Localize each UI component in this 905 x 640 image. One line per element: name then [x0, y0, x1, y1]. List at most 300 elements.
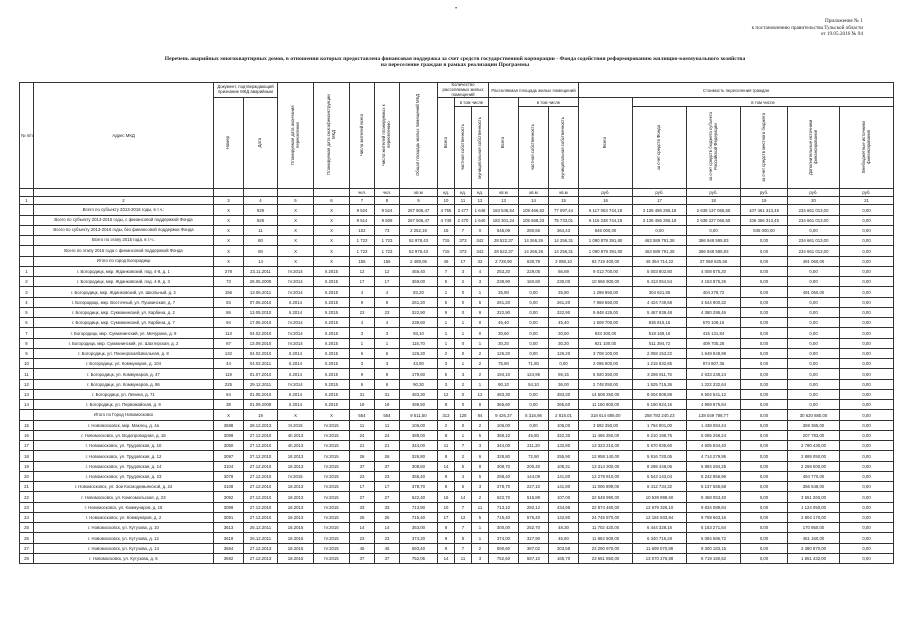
column-number-cell: 6: [314, 197, 350, 205]
cost-region-cell: 5 137 565,68: [687, 482, 741, 492]
doc-date-cell: 01.07.2010: [244, 369, 278, 379]
rooms-private-cell: 3: [455, 266, 472, 276]
rooms-municipal-cell: 8: [472, 400, 489, 410]
area-resettled-cell: 239,90: [489, 277, 519, 287]
area-total-cell: 353,00: [400, 523, 438, 533]
row-number-cell: 11: [20, 369, 34, 379]
area-municipal-cell: 77 097,44: [549, 205, 579, 215]
row-number-cell: 25: [20, 523, 34, 533]
demolition-date-cell: IV.2015: [314, 523, 350, 533]
rooms-municipal-cell: 2: [472, 359, 489, 369]
cost-total-cell: 845 000,00: [579, 225, 633, 235]
col-cost-group-header: Стоимость переселения граждан: [579, 83, 894, 98]
address-cell: г. Богородицк, мкр. Жданковский, под. 4-8, д. 1: [34, 266, 214, 276]
demolition-date-cell: II.2015: [314, 400, 350, 410]
cost-region-cell: 4 714 279,95: [687, 451, 741, 461]
cost-total-cell: 13 323 210,00: [579, 441, 633, 451]
row-number-cell: 17: [20, 441, 34, 451]
demolition-date-cell: IV.2015: [314, 461, 350, 471]
cost-total-cell: 12 958 140,00: [579, 451, 633, 461]
table-row: [20, 451, 894, 461]
cost-extra-cell: 359 365,00: [788, 420, 840, 430]
cost-local-cell: 0,00: [741, 441, 788, 451]
residents-cell: 4: [350, 287, 375, 297]
cost-extra-cell: 491 060,00: [788, 287, 840, 297]
area-resettled-cell: 90,10: [489, 379, 519, 389]
area-private-cell: 0,00: [519, 420, 549, 430]
rooms-municipal-cell: 5: [472, 430, 489, 440]
cost-external-cell: 0,00: [840, 471, 894, 481]
doc-number-cell: 3108: [214, 482, 244, 492]
column-number-cell: 14: [519, 197, 549, 205]
residents-cell: 27: [350, 492, 375, 502]
column-number-row: [20, 197, 894, 205]
area-total-cell: 43,80: [400, 359, 438, 369]
residents-cell: 45: [350, 543, 375, 553]
planned-date-cell: II.2014: [278, 307, 314, 317]
col-rooms-municipal-header: [472, 107, 489, 189]
cost-total-cell: 3 592 350,00: [579, 420, 633, 430]
area-total-cell: 267 506,47: [400, 215, 438, 225]
table-total-row: [20, 236, 894, 246]
area-municipal-cell: 126,20: [549, 348, 579, 358]
cost-fund-cell: 6 413 054,54: [633, 277, 687, 287]
address-cell: Всего по субъекту 2013-2016 годы, с финансовой поддержкой Фонда: [34, 215, 214, 225]
cost-local-cell: 0,00: [741, 287, 788, 297]
approval-block: [752, 18, 863, 38]
residents-plan-cell: 21: [375, 441, 400, 451]
column-number-cell: 9: [400, 197, 438, 205]
col-cost-total-header: [579, 98, 633, 189]
column-number-cell: 21: [840, 197, 894, 205]
cost-extra-cell: 234 661 013,00: [788, 236, 840, 246]
row-number-cell: 21: [20, 482, 34, 492]
planned-date-cell: IV.2014: [278, 328, 314, 338]
rooms-municipal-cell: 342: [472, 246, 489, 256]
address-cell: Итого по Город Новомосковск: [34, 410, 214, 420]
cost-extra-cell: 0,00: [788, 297, 840, 307]
rooms-private-cell: 0: [455, 297, 472, 307]
col-area-private-text: частная собственность: [530, 124, 536, 171]
address-cell: г. Новомосковск, ул. Трудовская, д. 14: [34, 461, 214, 471]
address-cell: г. Богородицк, мкр. Сукманинский, ул. Карбина, д. 7: [34, 318, 214, 328]
cost-region-cell: 5 065 268,24: [687, 430, 741, 440]
cost-extra-cell: 0,00: [788, 389, 840, 399]
area-private-cell: 14 266,26: [519, 246, 549, 256]
rooms-total-cell: 7: [438, 266, 455, 276]
col-no-header: № п/п: [20, 83, 34, 189]
area-total-cell: 499,50: [400, 400, 438, 410]
row-number-cell: [20, 205, 34, 215]
residents-cell: 24: [350, 430, 375, 440]
cost-fund-cell: 0,00: [633, 225, 687, 235]
cost-local-cell: 0,00: [741, 420, 788, 430]
row-number-cell: 4: [20, 297, 34, 307]
rooms-private-cell: 2 470: [455, 215, 472, 225]
cost-extra-cell: 494 770,00: [788, 471, 840, 481]
cost-fund-cell: 8 004 808,88: [633, 389, 687, 399]
table-row: [20, 512, 894, 522]
residents-plan-cell: 17: [375, 277, 400, 287]
rooms-municipal-cell: 32: [472, 256, 489, 266]
area-resettled-cell: 183 546,54: [489, 205, 519, 215]
table-header: [20, 83, 894, 205]
cost-external-cell: 0,00: [840, 307, 894, 317]
table-row: [20, 420, 894, 430]
cost-region-cell: 4 605 834,40: [687, 441, 741, 451]
rooms-private-cell: 7: [455, 543, 472, 553]
cost-region-cell: 2 633 238,24: [687, 369, 741, 379]
column-number-cell: 5: [278, 197, 314, 205]
cost-total-cell: 22 874 460,00: [579, 502, 633, 512]
doc-date-cell: 13.09.2010: [244, 338, 278, 348]
rooms-total-cell: 715: [438, 236, 455, 246]
demolition-date-cell: IV.2015: [314, 512, 350, 522]
address-cell: г. Богородицк, мкр. Восточный, ул. Пушкинская, д. 7: [34, 297, 214, 307]
area-private-cell: 0,00: [519, 287, 549, 297]
rooms-private-cell: 14: [455, 492, 472, 502]
residents-plan-cell: 19: [375, 400, 400, 410]
area-resettled-cell: 106,00: [489, 420, 519, 430]
area-resettled-cell: 45,40: [489, 318, 519, 328]
cost-total-cell: 2 095 900,00: [579, 359, 633, 369]
cost-fund-cell: 2 058 153,22: [633, 348, 687, 358]
column-number-cell: 8: [375, 197, 400, 205]
unit-cell: руб.: [687, 189, 741, 197]
cost-local-cell: 0,00: [741, 389, 788, 399]
cost-local-cell: 0,00: [741, 359, 788, 369]
demolition-date-cell: II.2015: [314, 328, 350, 338]
doc-number-cell: X: [214, 205, 244, 215]
row-number-cell: 10: [20, 359, 34, 369]
cost-local-cell: 0,00: [741, 400, 788, 410]
doc-date-cell: 13.06.2011: [244, 287, 278, 297]
doc-date-cell: 04.02.2010: [244, 328, 278, 338]
cost-extra-cell: 0,00: [788, 266, 840, 276]
demolition-date-cell: II.2015: [314, 318, 350, 328]
cost-region-cell: 5 242 856,96: [687, 471, 741, 481]
col-planned-date-header: [278, 83, 314, 189]
cost-external-cell: 0,00: [840, 266, 894, 276]
address-cell: г. Богородицк, ул. Коммунаров, д. 47: [34, 369, 214, 379]
demolition-date-cell: IV.2015: [314, 420, 350, 430]
demolition-date-cell: II.2015: [314, 266, 350, 276]
area-resettled-cell: 28 522,37: [489, 236, 519, 246]
unit-cell: руб.: [633, 189, 687, 197]
col-cost-extra-header: [788, 107, 840, 189]
cost-local-cell: 0,00: [741, 379, 788, 389]
planned-date-cell: 4II.2013: [278, 441, 314, 451]
cost-external-cell: 0,00: [840, 441, 894, 451]
col-residents-plan-header: [375, 83, 400, 189]
unit-cell: кв.м: [549, 189, 579, 197]
cost-total-cell: 22 548 990,00: [579, 492, 633, 502]
area-resettled-cell: 30,20: [489, 338, 519, 348]
doc-number-cell: 73: [214, 277, 244, 287]
area-private-cell: 105 568,23: [519, 215, 549, 225]
area-total-cell: 93,10: [400, 328, 438, 338]
cost-region-cell: 404 278,72: [687, 287, 741, 297]
planned-date-cell: II.2014: [278, 369, 314, 379]
col-demolition-date-text: Планируемая дата сноса/реконструкции МКД: [325, 94, 336, 176]
demolition-date-cell: II.2015: [314, 348, 350, 358]
planned-date-cell: 18.2013: [278, 512, 314, 522]
planned-date-cell: 18.2013: [278, 451, 314, 461]
col-doc-number-header: [214, 98, 244, 189]
area-total-cell: 322,90: [400, 307, 438, 317]
area-resettled-cell: 374,00: [489, 533, 519, 543]
column-number-cell: 18: [687, 197, 741, 205]
cost-external-cell: 0,00: [840, 430, 894, 440]
cost-local-cell: 0,00: [741, 328, 788, 338]
demolition-date-cell: X: [314, 410, 350, 420]
unit-cell: [278, 189, 314, 197]
cost-fund-cell: 5 670 935,60: [633, 441, 687, 451]
residents-cell: 26: [350, 512, 375, 522]
residents-cell: 23: [350, 471, 375, 481]
cost-external-cell: 0,00: [840, 277, 894, 287]
residents-cell: 11: [350, 420, 375, 430]
rooms-total-cell: 3: [438, 379, 455, 389]
cost-total-cell: 2 748 050,00: [579, 379, 633, 389]
demolition-date-cell: IV.2015: [314, 482, 350, 492]
area-total-cell: 239,60: [400, 318, 438, 328]
cost-region-cell: 9 300 183,15: [687, 543, 741, 553]
area-total-cell: 9 511,50: [400, 410, 438, 420]
cost-region-cell: 1 649 948,98: [687, 348, 741, 358]
col-address-header: Адрес МКД: [34, 83, 214, 189]
row-number-cell: [20, 236, 34, 246]
doc-date-cell: 17.06.2010: [244, 318, 278, 328]
cost-external-cell: 0,00: [840, 215, 894, 225]
rooms-municipal-cell: 6: [472, 451, 489, 461]
doc-date-cell: 28.12.2013: [244, 420, 278, 430]
area-total-cell: 267 506,47: [400, 205, 438, 215]
cost-total-cell: 10 566 900,00: [579, 277, 633, 287]
table-total-row: [20, 246, 894, 256]
approval-line-1: Приложение № 1: [825, 18, 863, 24]
col-cost-region-header: [687, 107, 741, 189]
cost-external-cell: 0,00: [840, 461, 894, 471]
cost-region-cell: 1 222 332,64: [687, 379, 741, 389]
rooms-municipal-cell: 1 648: [472, 205, 489, 215]
doc-number-cell: 132: [214, 348, 244, 358]
demolition-date-cell: IV.2015: [314, 471, 350, 481]
rooms-municipal-cell: 2: [472, 348, 489, 358]
cost-local-cell: 0,00: [741, 277, 788, 287]
address-cell: г. Богородицк, ул. Коммунаров, д. 104: [34, 359, 214, 369]
cost-external-cell: 0,00: [840, 451, 894, 461]
area-resettled-cell: 715,40: [489, 512, 519, 522]
doc-number-cell: 94: [214, 318, 244, 328]
residents-plan-cell: 6: [375, 379, 400, 389]
rooms-municipal-cell: 2: [472, 369, 489, 379]
demolition-date-cell: X: [314, 256, 350, 266]
doc-number-cell: 83: [214, 297, 244, 307]
table-row: [20, 523, 894, 533]
area-total-cell: 90,30: [400, 379, 438, 389]
area-total-cell: 455,40: [400, 266, 438, 276]
cost-region-cell: 5 163 271,84: [687, 523, 741, 533]
table-row: [20, 328, 894, 338]
cost-fund-cell: 463 589 791,38: [633, 236, 687, 246]
area-total-cell: 483,30: [400, 389, 438, 399]
row-number-cell: 15: [20, 420, 34, 430]
cost-extra-cell: 0,00: [788, 307, 840, 317]
table-row: [20, 400, 894, 410]
cost-extra-cell: 2 380 870,00: [788, 543, 840, 553]
rooms-private-cell: 12: [455, 512, 472, 522]
row-number-cell: 24: [20, 512, 34, 522]
demolition-date-cell: II.2015: [314, 287, 350, 297]
rooms-private-cell: 5: [455, 461, 472, 471]
table-row: [20, 482, 894, 492]
cost-local-cell: 0,00: [741, 543, 788, 553]
rooms-total-cell: 9: [438, 307, 455, 317]
rooms-private-cell: 0: [455, 420, 472, 430]
area-resettled-cell: 9 426,37: [489, 410, 519, 420]
cost-total-cell: 23 651 850,00: [579, 553, 633, 563]
rooms-total-cell: 1: [438, 318, 455, 328]
planned-date-cell: 18.2013: [278, 492, 314, 502]
area-total-cell: 83,20: [400, 287, 438, 297]
residents-cell: 6: [350, 348, 375, 358]
area-private-cell: 282,12: [519, 502, 549, 512]
row-number-cell: 7: [20, 328, 34, 338]
col-rooms-total-text: Всего: [442, 137, 448, 149]
area-resettled-cell: 194,10: [489, 369, 519, 379]
cost-total-cell: 1 090 879 391,80: [579, 236, 633, 246]
area-resettled-cell: 2 728,90: [489, 256, 519, 266]
residents-plan-cell: 23: [375, 533, 400, 543]
table-row: [20, 492, 894, 502]
col-area-sub-total-text: Всего: [500, 137, 506, 149]
title-line-2: на переселение граждан в рамках реализации Программы: [380, 62, 530, 69]
cost-local-cell: 0,00: [741, 523, 788, 533]
cost-region-cell: 670 108,16: [687, 318, 741, 328]
cost-fund-cell: 12 192 833,84: [633, 512, 687, 522]
residents-cell: 9: [350, 297, 375, 307]
cost-extra-cell: 0,00: [788, 338, 840, 348]
area-municipal-cell: 107,00: [549, 492, 579, 502]
planned-date-cell: II.2014: [278, 348, 314, 358]
rooms-private-cell: 2: [455, 451, 472, 461]
rooms-total-cell: 313: [438, 410, 455, 420]
residents-cell: 21: [350, 441, 375, 451]
planned-date-cell: X: [278, 205, 314, 215]
cost-total-cell: 12 279 810,00: [579, 471, 633, 481]
planned-date-cell: X: [278, 225, 314, 235]
area-private-cell: 0,00: [519, 328, 549, 338]
col-area-group-header: Расселяемая площадь жилых помещений: [489, 83, 579, 98]
unit-cell: чел.: [375, 189, 400, 197]
table-row: [20, 379, 894, 389]
col-rooms-group-header: Количество расселяемых жилых помещений: [438, 83, 489, 98]
residents-plan-cell: 1 723: [375, 236, 400, 246]
doc-date-cell: 27.12.2010: [244, 502, 278, 512]
doc-number-cell: 278: [214, 266, 244, 276]
unit-cell: [314, 189, 350, 197]
cost-local-cell: 0,00: [741, 410, 788, 420]
doc-date-cell: 13.09.2010: [244, 307, 278, 317]
cost-extra-cell: 491 060,00: [788, 256, 840, 266]
planned-date-cell: X: [278, 256, 314, 266]
area-municipal-cell: 230,00: [549, 277, 579, 287]
column-number-cell: 4: [244, 197, 278, 205]
cost-region-cell: 3 544 900,32: [687, 297, 741, 307]
cost-extra-cell: 2 259 000,00: [788, 461, 840, 471]
demolition-date-cell: IV.2015: [314, 502, 350, 512]
housing-register-table: [19, 82, 894, 564]
column-number-cell: 2: [34, 197, 214, 205]
rooms-total-cell: 17: [438, 512, 455, 522]
table-row: [20, 277, 894, 287]
doc-date-cell: 27.12.2013: [244, 543, 278, 553]
area-resettled-cell: 308,70: [489, 461, 519, 471]
doc-number-cell: X: [214, 410, 244, 420]
table-row: [20, 533, 894, 543]
area-municipal-cell: 132,80: [549, 441, 579, 451]
doc-number-cell: X: [214, 236, 244, 246]
area-resettled-cell: 25,80: [489, 287, 519, 297]
address-cell: г. Новомосковск, ул. Кутузова, д. 6: [34, 553, 214, 563]
cost-local-cell: 106 356 313,45: [741, 215, 788, 225]
cost-external-cell: 0,00: [840, 338, 894, 348]
unit-cell: руб.: [840, 189, 894, 197]
residents-cell: 9: [350, 369, 375, 379]
rooms-municipal-cell: 1: [472, 533, 489, 543]
address-cell: г. Богородицк, ул. Ленина, д. 71: [34, 389, 214, 399]
cost-extra-cell: 0,00: [788, 400, 840, 410]
cost-extra-cell: 1 124 050,00: [788, 502, 840, 512]
cost-external-cell: 0,00: [840, 543, 894, 553]
area-municipal-cell: 108,31: [549, 461, 579, 471]
rooms-total-cell: 1: [438, 338, 455, 348]
rooms-municipal-cell: 2: [472, 492, 489, 502]
unit-cell: [20, 189, 34, 197]
rooms-total-cell: 5: [438, 369, 455, 379]
rooms-municipal-cell: 5: [472, 471, 489, 481]
rooms-municipal-cell: 5: [472, 297, 489, 307]
area-municipal-cell: 141,80: [549, 471, 579, 481]
area-total-cell: 622,40: [400, 492, 438, 502]
residents-plan-cell: 33: [375, 502, 400, 512]
area-private-cell: 71,80: [519, 359, 549, 369]
residents-plan-cell: 1 723: [375, 246, 400, 256]
cost-extra-cell: 2 804 170,00: [788, 512, 840, 522]
cost-extra-cell: 0,00: [788, 369, 840, 379]
area-total-cell: 2 489,05: [400, 256, 438, 266]
row-number-cell: [20, 225, 34, 235]
cost-fund-cell: 6 340 715,28: [633, 533, 687, 543]
rooms-municipal-cell: 12: [472, 389, 489, 399]
table-row: [20, 389, 894, 399]
cost-region-cell: 9 834 089,84: [687, 502, 741, 512]
rooms-private-cell: 0: [455, 348, 472, 358]
planned-date-cell: X: [278, 246, 314, 256]
cost-total-cell: 9 848 425,00: [579, 307, 633, 317]
doc-number-cell: X: [214, 215, 244, 225]
doc-number-cell: 3099: [214, 430, 244, 440]
table-row: [20, 307, 894, 317]
rooms-municipal-cell: 3: [472, 553, 489, 563]
area-resettled-cell: 752,60: [489, 553, 519, 563]
rooms-private-cell: 7: [455, 441, 472, 451]
doc-date-cell: 80: [244, 246, 278, 256]
area-total-cell: 308,60: [400, 461, 438, 471]
doc-number-cell: 3097: [214, 451, 244, 461]
doc-date-cell: 27.12.2010: [244, 451, 278, 461]
